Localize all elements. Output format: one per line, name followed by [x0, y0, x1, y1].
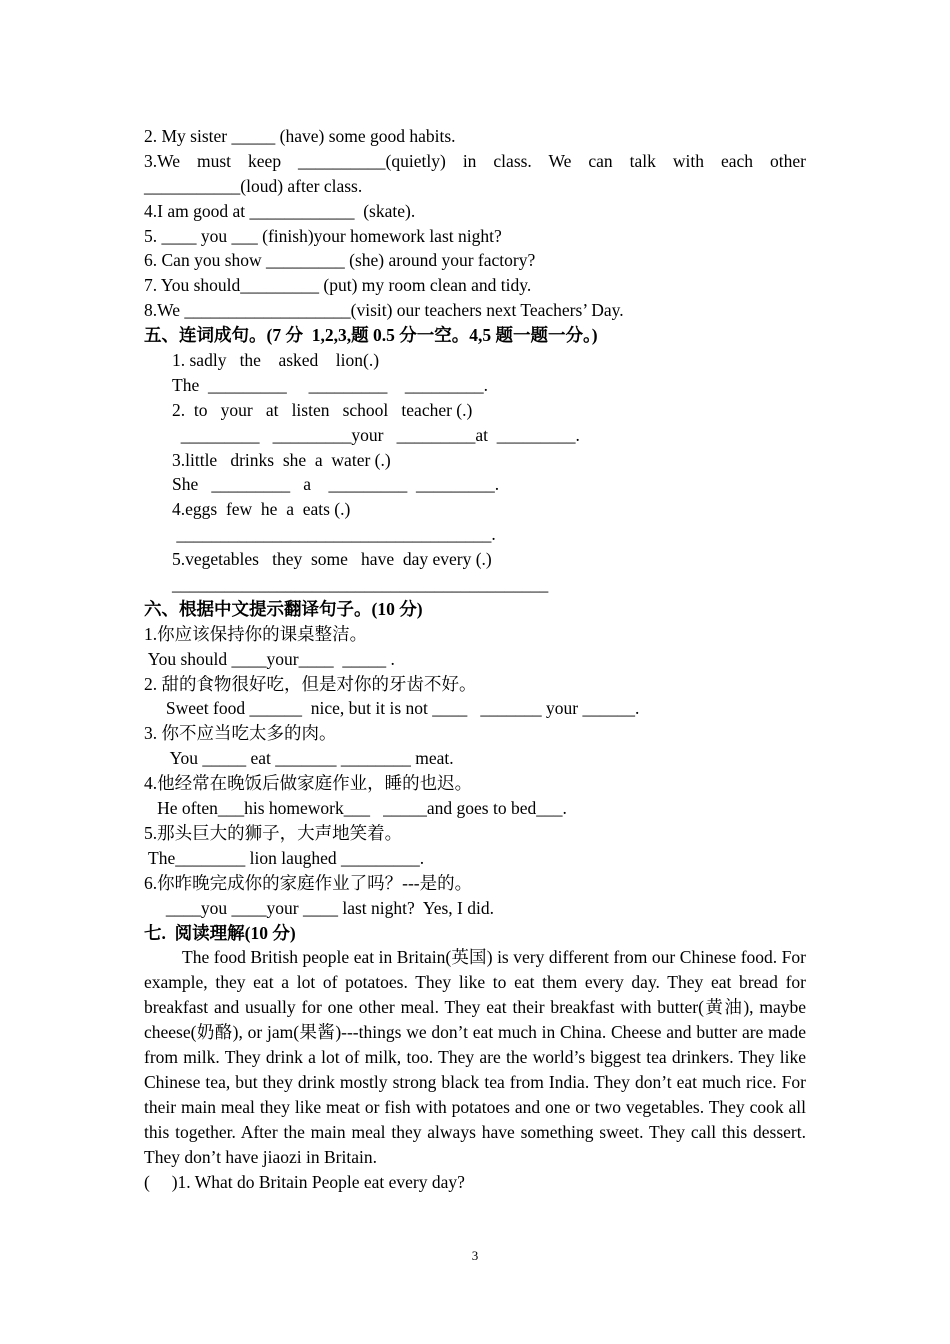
exercise-item: _________ _________your _________at _________. — [172, 424, 580, 445]
section-heading: 五、连词成句。(7 分 1,2,3,题 0.5 分一空。4,5 题一题一分。) — [144, 325, 598, 346]
exercise-item: You should ____your____ _____ . — [144, 648, 395, 669]
exercise-item: He often___his homework___ _____and goes to bed___. — [144, 798, 567, 819]
section-heading: 六、根据中文提示翻译句子。(10 分) — [144, 598, 423, 619]
exercise-item: 2. to your at listen school teacher (.) — [172, 399, 473, 420]
exercise-item: You _____ eat _______ ________ meat. — [144, 748, 454, 769]
exercise-item: 1.你应该保持你的课桌整洁。 — [144, 623, 368, 644]
exercise-item: 4.eggs few he a eats (.) — [172, 499, 351, 520]
exercise-item: 5.vegetables they some have day every (.) — [172, 549, 492, 570]
exercise-item: 5.那头巨大的狮子，大声地笑着。 — [144, 822, 403, 843]
exercise-item: ____________________________________. — [172, 524, 496, 545]
exercise-item: 3.We must keep __________(quietly) in class. We can talk with each other — [144, 150, 806, 171]
exercise-item: 7. You should_________ (put) my room clean and tidy. — [144, 275, 532, 296]
question-item: ( )1. What do Britain People eat every day? — [144, 1171, 465, 1192]
exercise-item: 4.他经常在晚饭后做家庭作业，睡的也迟。 — [144, 773, 473, 794]
document-page — [144, 124, 806, 1194]
section-heading: 七. 阅读理解(10 分) — [144, 922, 296, 943]
exercise-item: She _________ a _________ _________. — [172, 474, 500, 495]
exercise-item: 4.I am good at ____________ (skate). — [144, 200, 416, 221]
exercise-item: 2. My sister _____ (have) some good habits. — [144, 126, 456, 146]
exercise-item: 8.We ___________________(visit) our teachers next Teachers’ Day. — [144, 300, 624, 321]
exercise-item: 6.你昨晚完成你的家庭作业了吗？---是的。 — [144, 872, 473, 893]
exercise-item: ___________(loud) after class. — [144, 175, 363, 196]
exercise-item: ___________________________________________ — [172, 574, 549, 595]
exercise-item: 3. 你不应当吃太多的肉。 — [144, 723, 337, 744]
reading-passage: The food British people eat in Britain(英国) is very different from our Chinese food. For example, they eat a lot of potatoes. They like to eat them every day. They eat bread for breakfast and usually for one other meal. They eat their breakfast with butter(黄油), maybe cheese(奶酪), or jam(果酱)---things we don’t eat much in China. Cheese and butter are made from milk. They drink a lot of milk, too. They are the world’s biggest tea drinkers. They like Chinese tea, but they drink mostly strong black tea from India. They don’t eat much rice. For their main meal they like meat or fish with potatoes and one or two vegetables. They cook all this together. After the main meal they always have something sweet. They call this dessert. They don’t have jiaozi in Britain. — [144, 947, 806, 1167]
exercise-item: ____you ____your ____ last night? Yes, I did. — [144, 897, 494, 918]
exercise-item: 5. ____ you ___ (finish)your homework last night? — [144, 225, 502, 246]
exercise-item: 1. sadly the asked lion(.) — [172, 350, 380, 371]
exercise-item: Sweet food ______ nice, but it is not ____ _______ your ______. — [144, 698, 640, 719]
exercise-item: 2. 甜的食物很好吃，但是对你的牙齿不好。 — [144, 673, 477, 694]
exercise-item: The________ lion laughed _________. — [144, 847, 425, 868]
exercise-item: The _________ _________ _________. — [172, 374, 488, 395]
exercise-item: 3.little drinks she a water (.) — [172, 449, 391, 470]
page-number: 3 — [471, 1248, 479, 1263]
exercise-item: 6. Can you show _________ (she) around your factory? — [144, 250, 536, 271]
